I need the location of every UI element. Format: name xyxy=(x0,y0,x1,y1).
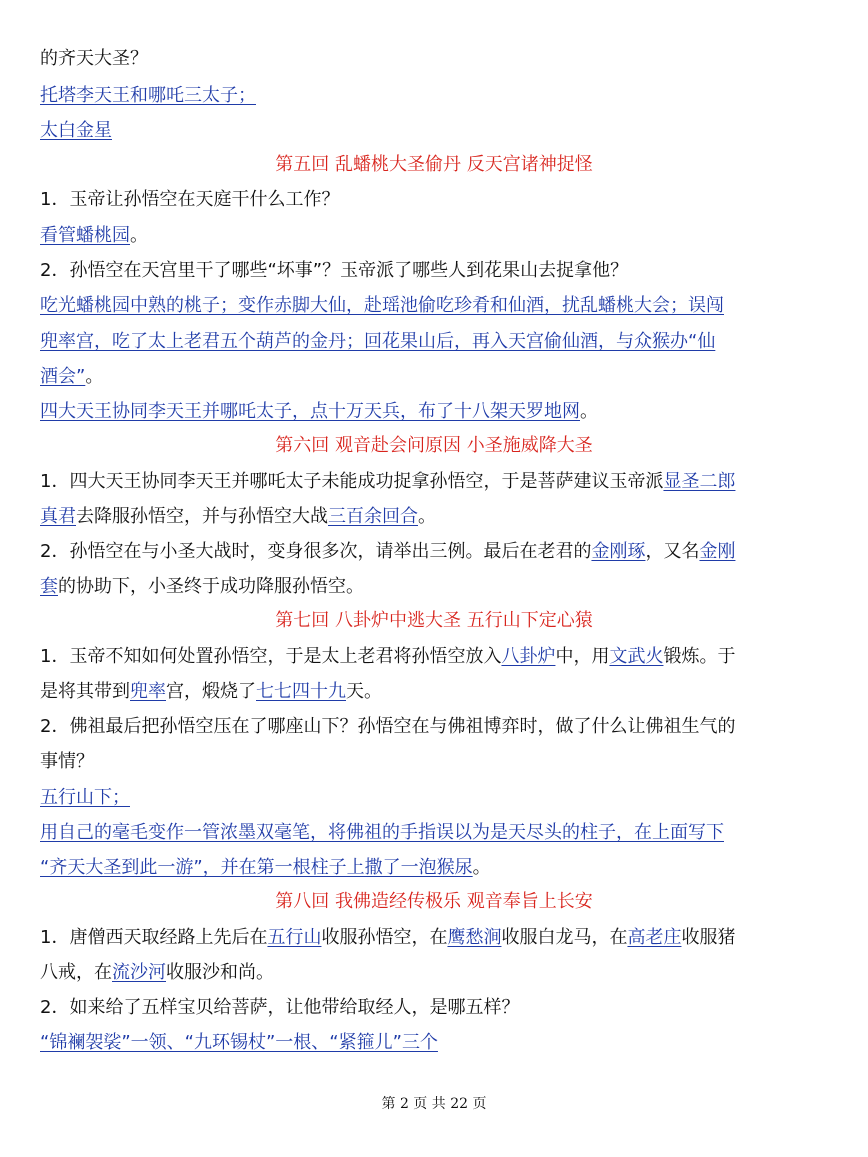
answer-line: “锦襕袈裟”一领、“九环锡杖”一根、“紧箍儿”三个 xyxy=(40,1032,438,1053)
answer-line: 五行山下； xyxy=(40,787,130,808)
question-line: 1．四大天王协同李天王并哪吒太子未能成功捉拿孙悟空，于是菩萨建议玉帝派显圣二郎 xyxy=(40,471,736,492)
answer-line: 看管蟠桃园。 xyxy=(40,225,148,246)
answer-line: 用自己的毫毛变作一管浓墨双毫笔，将佛祖的手指误以为是天尽头的柱子，在上面写下 xyxy=(40,822,724,843)
question-line: 1．唐僧西天取经路上先后在五行山收服孙悟空，在鹰愁涧收服白龙马，在高老庄收服猪 xyxy=(40,927,736,948)
page-number: 第 2 页 共 22 页 xyxy=(381,1096,487,1112)
question-line: 2．孙悟空在与小圣大战时，变身很多次，请举出三例。最后在老君的金刚琢，又名金刚 xyxy=(40,541,736,562)
answer-line: 托塔李天王和哪吒三太子； xyxy=(40,85,256,106)
question-line: 2．佛祖最后把孙悟空压在了哪座山下？孙悟空在与佛祖博弈时，做了什么让佛祖生气的 xyxy=(40,716,736,737)
question-line: 是将其带到兜率宫，煅烧了七七四十九天。 xyxy=(40,681,382,702)
answer-line: 兜率宫，吃了太上老君五个葫芦的金丹；回花果山后，再入天宫偷仙酒，与众猴办“仙 xyxy=(40,331,716,352)
text-line: 的齐天大圣？ xyxy=(40,48,148,69)
answer-line: 酒会”。 xyxy=(40,366,104,387)
chapter-6-title: 第六回 观音赴会问原因 小圣施威降大圣 xyxy=(275,435,593,456)
answer-line: 四大天王协同李天王并哪吒太子，点十万天兵，布了十八架天罗地网。 xyxy=(40,401,598,422)
question-line: 1．玉帝让孙悟空在天庭干什么工作？ xyxy=(40,189,340,210)
question-line: 八戒，在流沙河收服沙和尚。 xyxy=(40,962,274,983)
question-line: 套的协助下，小圣终于成功降服孙悟空。 xyxy=(40,576,364,597)
answer-line: “齐天大圣到此一游”，并在第一根柱子上撒了一泡猴尿。 xyxy=(40,857,491,878)
chapter-8-title: 第八回 我佛造经传极乐 观音奉旨上长安 xyxy=(275,891,593,912)
chapter-5-title: 第五回 乱蟠桃大圣偷丹 反天宫诸神捉怪 xyxy=(275,154,593,175)
answer-line: 吃光蟠桃园中熟的桃子；变作赤脚大仙，赴瑶池偷吃珍肴和仙酒，扰乱蟠桃大会；误闯 xyxy=(40,295,724,316)
question-line: 事情？ xyxy=(40,751,94,772)
answer-line: 太白金星 xyxy=(40,120,112,141)
question-line: 真君去降服孙悟空，并与孙悟空大战三百余回合。 xyxy=(40,506,436,527)
question-line: 2．孙悟空在天宫里干了哪些“坏事”？玉帝派了哪些人到花果山去捉拿他？ xyxy=(40,260,629,281)
question-line: 1．玉帝不知如何处置孙悟空，于是太上老君将孙悟空放入八卦炉中，用文武火锻炼。于 xyxy=(40,646,736,667)
chapter-7-title: 第七回 八卦炉中逃大圣 五行山下定心猿 xyxy=(275,610,593,631)
question-line: 2．如来给了五样宝贝给菩萨，让他带给取经人，是哪五样？ xyxy=(40,997,520,1018)
